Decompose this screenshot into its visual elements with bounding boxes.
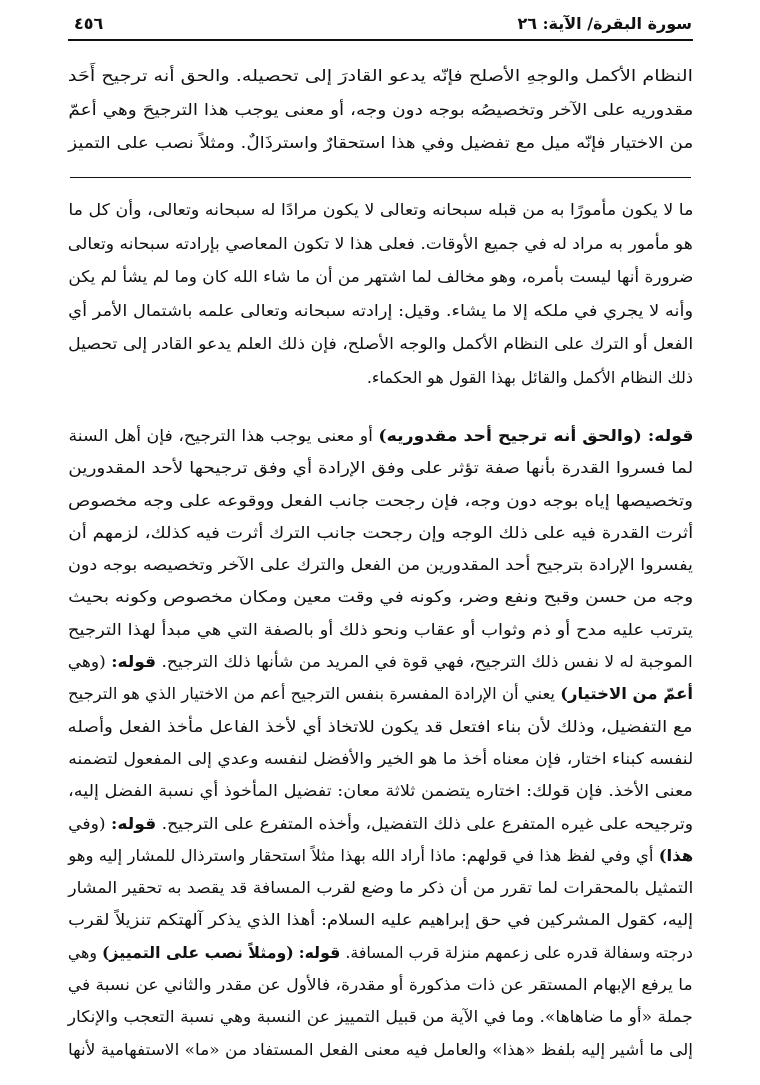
text-line [68,937,693,969]
text-line [68,361,693,395]
text-line [68,294,693,328]
note-text-block [68,193,693,403]
text-segment: مع التفضيل، وذلك لأن بناء افتعل قد يكون للاتخاذ أي لأخذ الفاعل مأخذ الفعل وأصله [68,716,693,736]
text-segment: درجته وسفالة قدره على زعمهم منزلة قرب المسافة. [340,942,693,962]
text-line-content [68,420,693,452]
text-line [68,549,693,581]
text-line-content [68,1001,693,1033]
text-segment: (وهي [68,652,112,672]
text-line [68,260,693,294]
text-segment: يفسروا الإرادة بترجيح أحد المقدورين من الفعل والترك على الآخر وتخصيصه بوجه دون [68,555,693,575]
text-line [68,485,693,517]
text-line [68,1034,693,1066]
text-segment: وجه من حسن وقبح ونفع وضر، وكونه في وقت معين ومكان مخصوص وكونه بحيث [68,587,693,607]
text-segment: لنفسه كبناء اختار، فإن معناه أخذ ما هو الخير والأفضل لنفسه وعدي إلى المفعول لتضمنه [68,748,693,768]
text-line [68,743,693,775]
text-segment: لما فسروا القدرة بأنها صفة تؤثر على وفق الإرادة أي وفق ترجيحها لأحد المقدورين [68,458,693,478]
text-line [68,517,693,549]
bold-quote-segment: (ومثلاً نصب على التمييز) [102,942,294,962]
text-segment: أو معنى يوجب هذا الترجيح، فإن أهل السنة [68,426,378,445]
text-line [68,678,693,710]
text-line-content [68,646,693,678]
text-line-content [68,452,693,484]
text-line-content [68,59,693,93]
text-line-content [68,872,693,904]
bold-quote-segment: قوله: [298,942,341,962]
text-line-content [68,937,693,969]
text-line-content [68,93,693,127]
text-segment: ضرورة أنها ليست بأمره، وهو مخالف لما اشتهر من أن ما شاء الله كان وما لم يشأ لم يكن [68,267,693,287]
text-segment: ما يرفع الإبهام المستقر عن ذات مذكورة أو مقدرة، فالأول عن مقدر والثاني عن نسبة في [68,975,693,995]
running-head: سورة البقرة/ الآية: ٢٦ [517,14,692,33]
bold-quote-segment: قوله: [641,426,693,445]
text-line-content [68,581,693,613]
text-segment: (وفي [68,813,111,833]
text-segment: إليه، كقول المشركين في حق إبراهيم عليه السلام: أهذا الذي يذكر آلهتكم تنزيلاً لقرب [68,910,693,930]
text-line [68,420,693,452]
text-line-content [68,327,693,361]
text-line [68,126,693,160]
text-segment: الموجبة له لا نفس ذلك الترجيح، فهي قوة في المريد من شأنها ذلك الترجيح. [156,652,693,672]
text-line [68,93,693,127]
text-line-content [68,260,693,294]
text-segment: مقدوريه على الآخر وتخصيصُه بوجه دون وجه، أو معنى يوجب هذا الترجيحَ وهي أعمّ [68,99,693,119]
text-line [68,452,693,484]
text-line [68,904,693,936]
text-segment: يعني أن الإرادة المفسرة بنفس الترجيح أعم من الاختيار الذي هو الترجيح [68,684,561,704]
footnote-separator [70,177,691,178]
text-line-content [68,294,693,328]
text-line-content [68,517,693,549]
text-line-content [68,969,693,1001]
text-line-content [68,840,693,872]
text-line [68,327,693,361]
text-line-content [367,361,693,395]
text-line-content [68,904,693,936]
text-segment: يترتب عليه مدح أو ذم وثواب أو عقاب ونحو ذلك أو بالصفة التي هي مبدأ لهذا الترجيح [67,619,693,639]
text-segment: وهي [68,942,103,962]
text-line [68,193,693,227]
text-line [68,840,693,872]
text-line-content [68,775,693,807]
bold-quote-segment: قوله: [110,813,157,833]
commentary-text-block [68,420,693,1066]
text-segment: معنى الأخذ. فإن قولك: اختاره يتضمن ثلاثة معان: تفضيل المأخوذ أي نسبة الفضل إليه، [68,781,693,801]
text-segment: من الاختيار فإنّه ميل مع تفضيل وفي هذا استحقارٌ واسترذَالٌ. ومثلاً نصب على التميز [68,133,693,152]
text-line [68,581,693,613]
text-line-content [68,711,693,743]
text-line [68,614,693,646]
bold-quote-segment: هذا) [658,845,693,865]
header-rule [68,39,693,41]
text-segment: إلى ما أشير إليه بلفظ «هذا» والعامل فيه معنى الفعل المستفاد من «ما» الاستفهامية لأنها [68,1039,693,1059]
text-line-content [68,808,693,840]
text-line-content [68,678,693,710]
bold-quote-segment: أعمّ من الاختيار) [560,684,693,704]
text-line [68,969,693,1001]
bold-quote-segment: قوله: [111,652,157,672]
text-line [68,227,693,261]
text-line-content [68,485,693,517]
main-text-block [68,59,693,160]
text-line [68,1001,693,1033]
text-segment: وأنه لا يجري في ملكه إلا ما يشاء. وقيل: إرادته سبحانه وتعالى علمه باشتمال الأمر أي [68,300,693,320]
text-segment: الفعل أو الترك على النظام الأكمل والوجه الأصلح، فإن ذلك العلم يدعو القادر إلى تحصيل [68,334,693,354]
text-segment: هو مأمور به مراد له في جميع الأوقات. فعلى هذا لا تكون المعاصي بإرادته سبحانه وتعالى [68,233,693,253]
text-line-content [68,743,693,775]
text-line [68,872,693,904]
text-line-content [68,549,693,581]
bold-quote-segment: (والحق أنه ترجيح أحد مقدوريه) [377,426,642,445]
text-line [68,711,693,743]
text-line-content [68,193,693,227]
text-segment: ذلك النظام الأكمل والقائل بهذا القول هو الحكماء. [366,367,693,387]
text-line-content [68,614,693,646]
text-line-content [68,1034,693,1066]
text-segment: وترجيحه على غيره المتفرع على ذلك التفضيل، وأخذه المتفرع على الترجيح. [156,813,694,833]
text-segment: التمثيل بالمحقرات لما تقرر من أن ذكر ما وضع لقرب المسافة قد يقصد به تحقير المشار [68,878,693,898]
text-segment: ما لا يكون مأمورًا به من قبله سبحانه وتعالى لا يكون مرادًا له سبحانه وتعالى، وأن كل ما [68,200,693,219]
text-segment: جملة «أو ما ضاهاها». وما في الآية من قبيل التمييز عن النسبة وهي نسبة التعجب والإنكار [68,1007,693,1027]
text-line-content [68,227,693,261]
text-line [68,59,693,93]
text-line [68,646,693,678]
text-segment: أي وفي لفظ هذا في قولهم: ماذا أراد الله بهذا مثلاً استحقار واسترذال للمشار إليه وهو [68,845,659,865]
text-segment: أثرت القدرة فيه على ذلك الوجه وإن رجحت جانب الترك أثرت فيه كذلك، لزمهم أن [68,522,693,542]
text-segment: وتخصيصها إياه بوجه دون وجه، فإن رجحت جانب الفعل ووقوعه على وجه مخصوص [68,490,693,510]
text-segment: النظام الأكمل والوجهِ الأصلح فإنّه يدعو القادرَ إلى تحصيله. والحق أنه ترجيح أَحَد [68,66,693,85]
page-number: ٤٥٦ [74,14,104,33]
text-line-content [68,126,693,160]
text-line [68,808,693,840]
text-line [68,775,693,807]
